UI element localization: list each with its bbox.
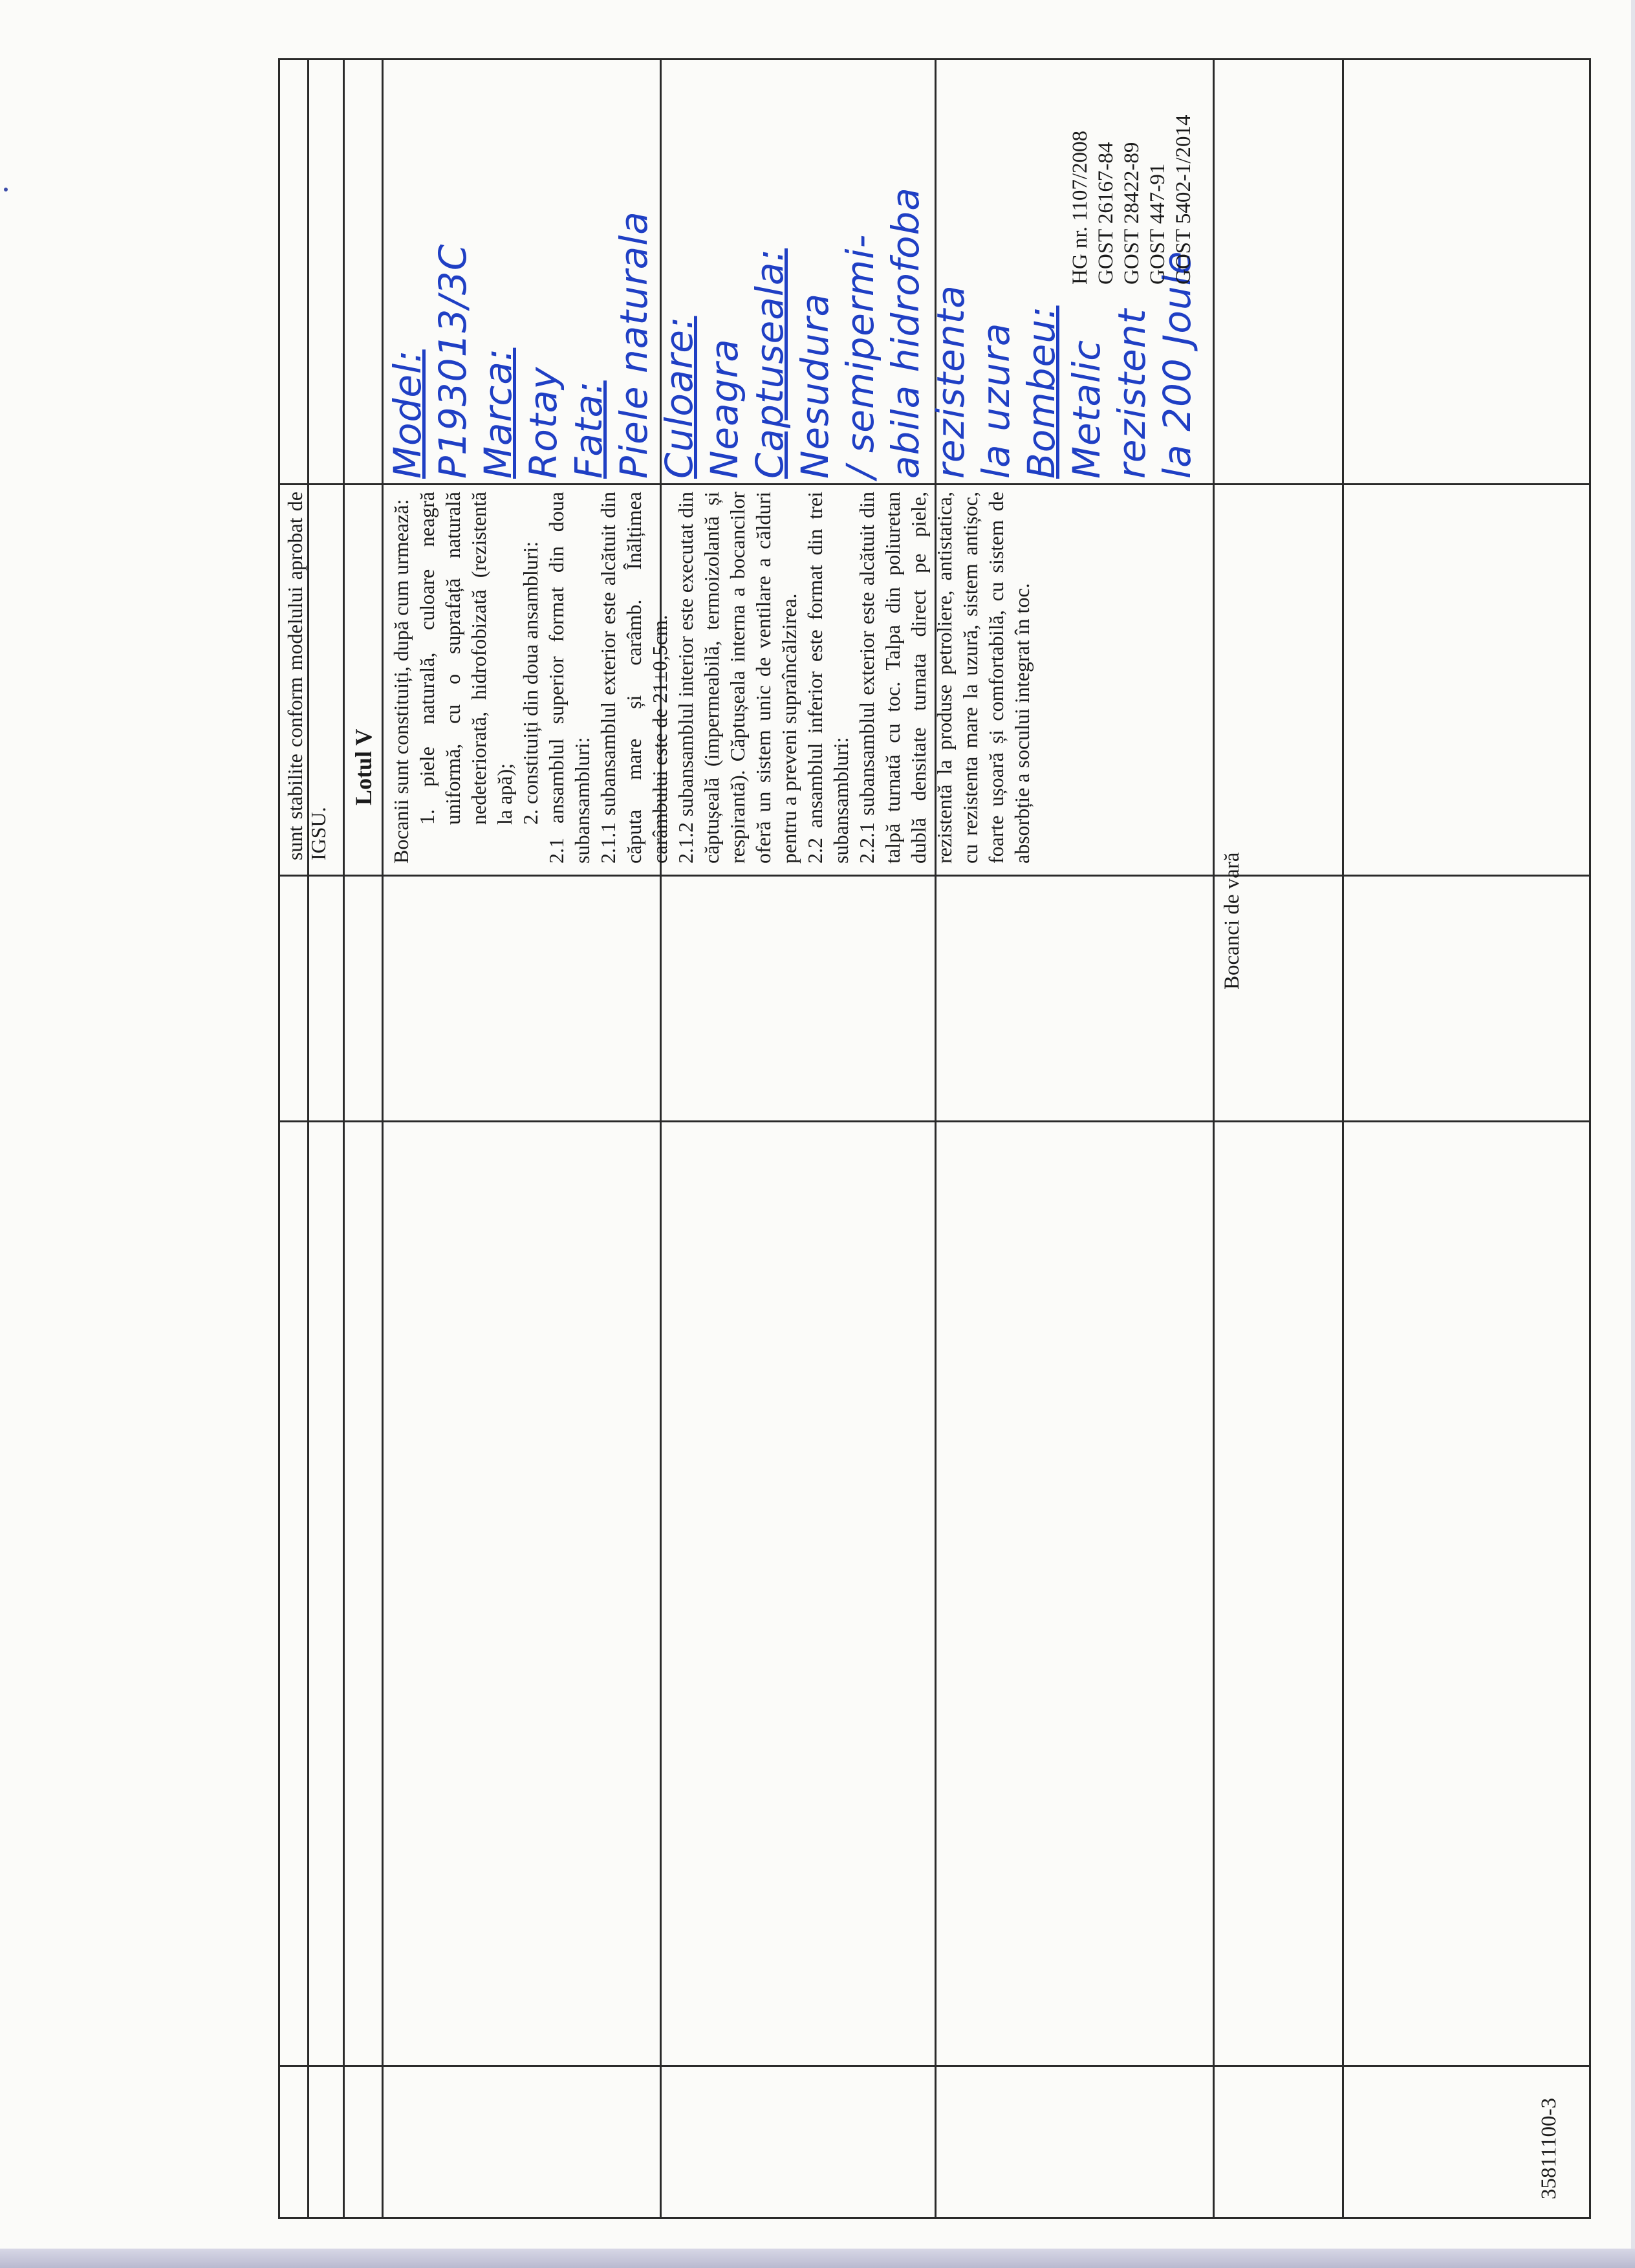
rotated-table — [278, 58, 1591, 2219]
spec-paragraph: 2. constituiți din doua ansambluri: — [519, 541, 542, 825]
table-line — [343, 58, 345, 2219]
header-cell — [283, 492, 330, 860]
table-line — [278, 875, 1591, 877]
handwritten-line: P193013/3C — [431, 243, 475, 479]
spec-paragraph: 2.2.1 subansamblul exterior este alcătuit din talpă turnată cu toc. Talpa din poliuretan dublă densitate turnata direct pe piele, rezistentă la produse petroliere, antistatica, cu rezistenta mare la uzură, sistem antișoc, foarte ușoară și comfortabilă, cu sistem de absorbție a socului integrat în toc. — [855, 492, 1034, 864]
table-line — [1342, 58, 1344, 2219]
spec-paragraph: 1. piele naturală, culoare neagră uniformă, cu o suprafață naturală nedeteriorată, hidrofobizată (rezistentă la apă); — [415, 492, 516, 825]
handwritten-line: Metalic — [1065, 339, 1109, 479]
handwritten-line: / semipermi- — [838, 234, 882, 479]
standard-item: GOST 26167-84 — [1094, 142, 1118, 285]
spec-paragraph: Bocanii sunt constituiți, după cum urmează: — [389, 499, 413, 864]
table-line — [307, 58, 309, 2219]
table-line — [278, 483, 1591, 485]
spec-paragraph: 2.2 ansamblul inferior este format din trei subansambluri: — [803, 492, 852, 864]
standard-item: GOST 5402-1/2014 — [1172, 114, 1195, 285]
spec-paragraph: 2.1.2 subansamblul interior este executat din căptușeală (impermeabilă, termoizolantă și respirantă). Căptușeala interna a bocancilor oferă un sistem unic de ventilare a călduri pentru a preveni supraîncălzirea. — [674, 492, 801, 864]
handwritten-line: Culoare: — [657, 316, 701, 479]
handwritten-line: la 200 Joule — [1155, 250, 1199, 479]
table-line — [382, 58, 384, 2219]
table-line — [278, 2065, 1591, 2067]
standard-item: HG nr. 1107/2008 — [1068, 130, 1092, 285]
table-line — [1213, 58, 1215, 2219]
header-text: sunt stabilite conform modelului aprobat de IGSU. — [283, 492, 330, 860]
item-name: Bocanci de vară — [1220, 852, 1244, 990]
standard-item: GOST 28422-89 — [1120, 142, 1143, 285]
ink-blot — [4, 188, 8, 191]
cpv-code: 35811100-3 — [1537, 2097, 1561, 2199]
handwritten-line: Neagra — [702, 338, 746, 479]
handwritten-line: la uzura — [974, 322, 1018, 479]
scan-edge-right — [1631, 0, 1635, 2268]
handwritten-line: abila hidrofoba — [883, 187, 927, 479]
handwritten-line: rezistenta — [929, 285, 973, 479]
standards-list — [1067, 115, 1196, 285]
spec-paragraph: 2.1.1 subansamblul exterior este alcătuit din căputa mare și carâmb. Înălțimea carâmbului este de 21±0,5cm. — [596, 492, 671, 864]
specification-cell — [388, 492, 1035, 864]
lot-label: Lotul V — [351, 728, 376, 805]
handwritten-line: Model: — [385, 349, 429, 479]
scan-edge-bottom — [0, 2249, 1635, 2268]
standard-item: GOST 447-91 — [1146, 163, 1169, 285]
handwritten-line: Marca: — [476, 347, 520, 479]
handwritten-line: Piele naturala — [612, 211, 656, 479]
handwritten-line: Captuseala: — [748, 248, 792, 479]
table-line — [278, 1120, 1591, 1122]
handwritten-line: rezistent — [1110, 308, 1154, 479]
handwritten-line: Rotay — [521, 366, 565, 479]
handwritten-line: Bombeu: — [1019, 305, 1063, 479]
handwritten-line: Nesudura — [793, 292, 837, 479]
handwritten-line: Fata: — [567, 380, 611, 479]
spec-paragraph: 2.1 ansamblul superior format din doua subansambluri: — [545, 492, 594, 864]
